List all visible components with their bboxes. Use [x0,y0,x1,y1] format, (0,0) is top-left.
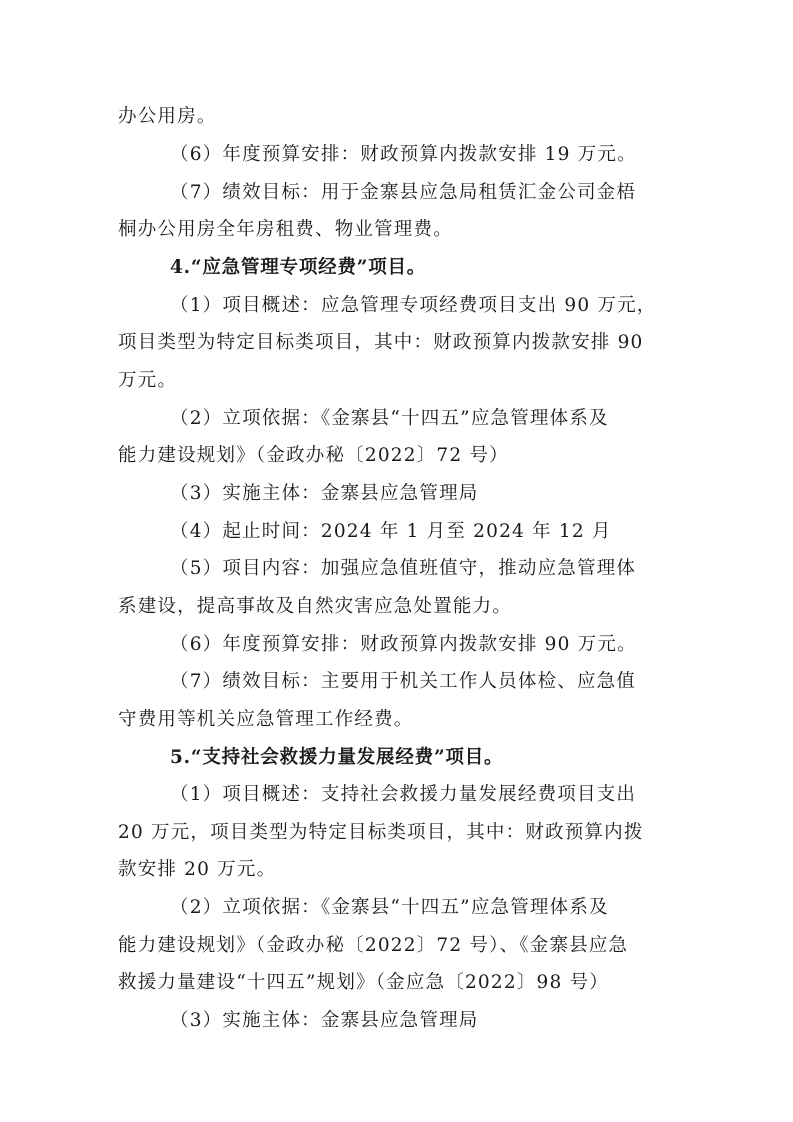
text-line: 办公用房。 [118,106,217,127]
text-line: 款安排 20 万元。 [118,859,277,880]
text-line: （5）项目内容：加强应急值班值守，推动应急管理体 [170,558,637,579]
text-line: 救援力量建设“十四五”规划》（金应急〔2022〕98 号） [118,972,609,993]
text-line: 能力建设规划》（金政办秘〔2022〕72 号） [118,445,509,466]
text-line: （3）实施主体：金寨县应急管理局 [170,483,479,504]
text-line: （1）项目概述：支持社会救援力量发展经费项目支出 [170,784,637,805]
text-line: 系建设，提高事故及自然灾害应急处置能力。 [118,596,513,617]
section-heading: 5.“支持社会救援力量发展经费”项目。 [170,747,504,768]
text-line: （2）立项依据：《金寨县“十四五”应急管理体系及 [170,897,609,918]
text-line: （6）年度预算安排：财政预算内拨款安排 19 万元。 [170,144,637,165]
text-line: 20 万元，项目类型为特定目标类项目，其中：财政预算内拨 [118,822,644,843]
text-line: 项目类型为特定目标类项目，其中：财政预算内拨款安排 90 [118,332,644,353]
text-line: 万元。 [118,370,178,391]
text-line: （7）绩效目标：主要用于机关工作人员体检、应急值 [170,671,637,692]
text-line: 能力建设规划》（金政办秘〔2022〕72 号）、《金寨县应急 [118,935,629,956]
text-line: 桐办公用房全年房租费、物业管理费。 [118,219,453,240]
text-line: （3）实施主体：金寨县应急管理局 [170,1010,479,1031]
text-line: （2）立项依据：《金寨县“十四五”应急管理体系及 [170,408,609,429]
text-line: （7）绩效目标：用于金寨县应急局租赁汇金公司金梧 [170,182,637,203]
text-line: （6）年度预算安排：财政预算内拨款安排 90 万元。 [170,634,637,655]
section-heading: 4.“应急管理专项经费”项目。 [170,257,427,278]
text-line: 守费用等机关应急管理工作经费。 [118,709,414,730]
text-line: （1）项目概述：应急管理专项经费项目支出 90 万元， [170,295,657,316]
text-line: （4）起止时间：2024 年 1 月至 2024 年 12 月 [170,521,612,542]
